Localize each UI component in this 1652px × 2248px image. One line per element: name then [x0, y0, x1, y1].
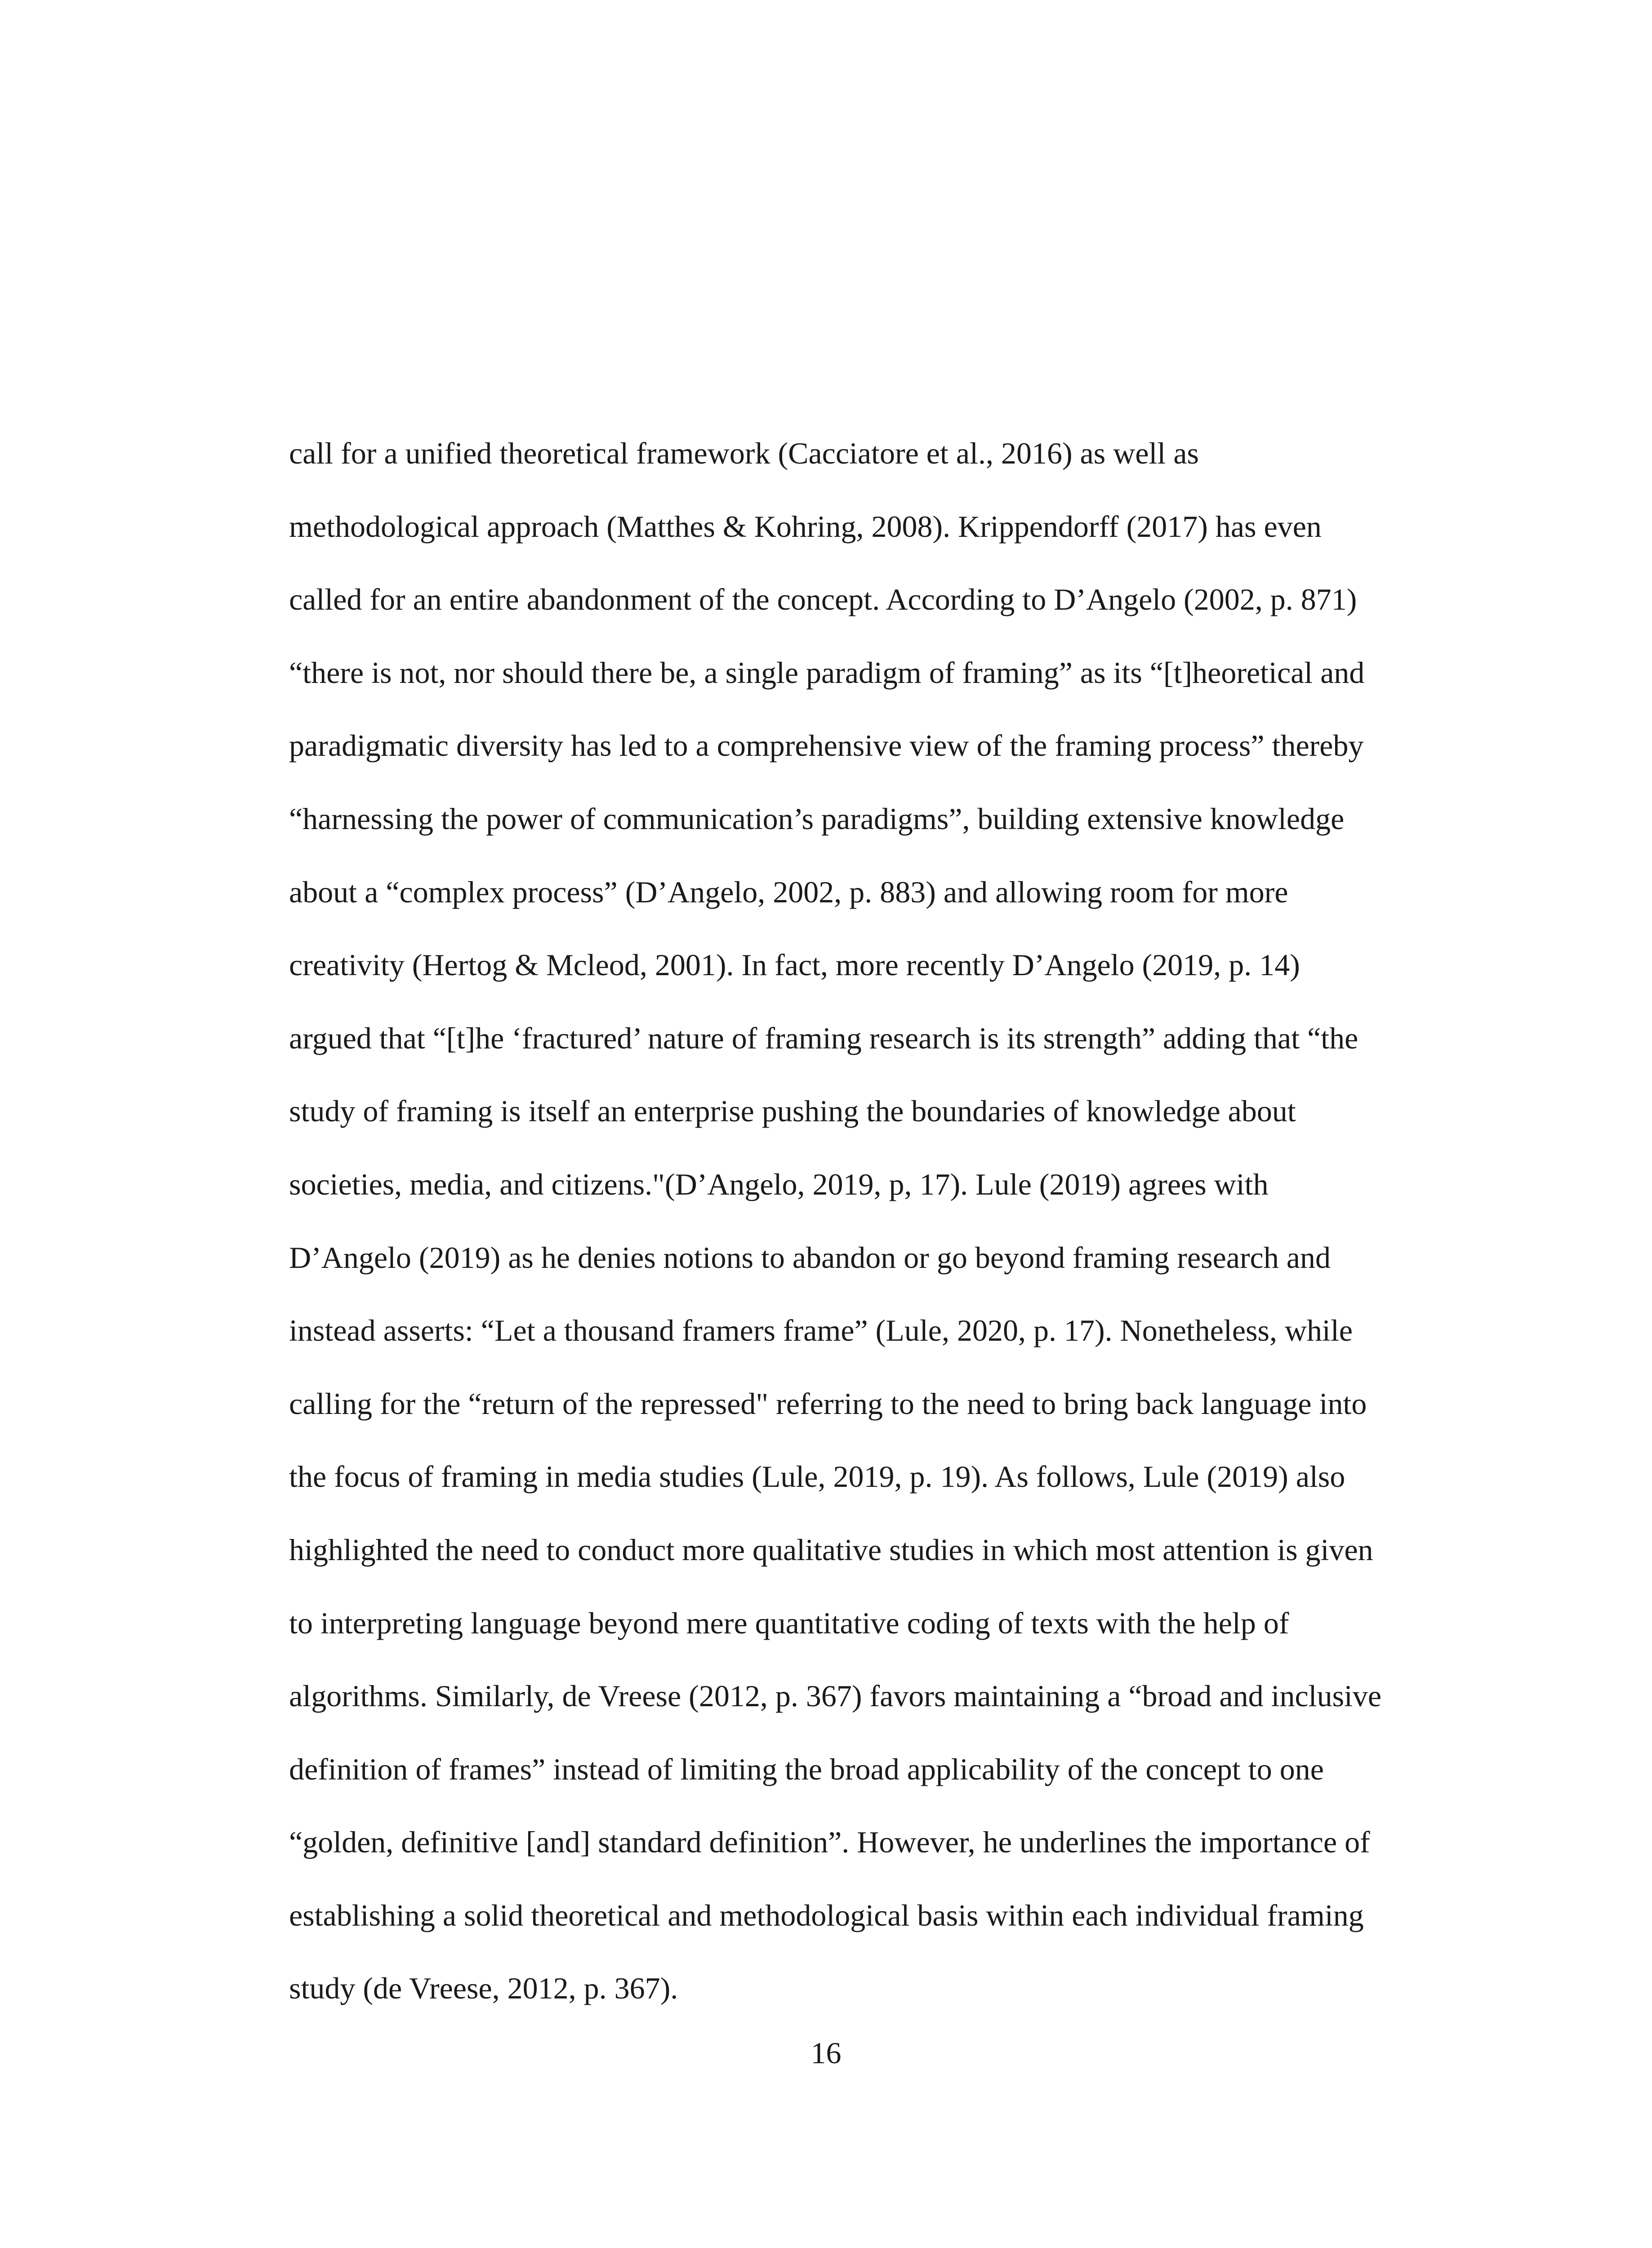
text-line: creativity (Hertog & Mcleod, 2001). In fact, more recently D’Angelo (2019, p. 14)	[289, 948, 1300, 982]
text-line: “golden, definitive [and] standard definition”. However, he underlines the importance of	[289, 1825, 1370, 1860]
text-line: argued that “[t]he ‘fractured’ nature of framing research is its strength” adding that “the	[289, 1021, 1358, 1055]
text-line: highlighted the need to conduct more qualitative studies in which most attention is given	[289, 1532, 1373, 1567]
page-number: 16	[810, 2036, 842, 2070]
text-line: call for a unified theoretical framework (Cacciatore et al., 2016) as well as	[289, 436, 1199, 470]
text-line: called for an entire abandonment of the concept. According to D’Angelo (2002, p. 871)	[289, 582, 1357, 617]
text-line: paradigmatic diversity has led to a comprehensive view of the framing process” thereby	[289, 728, 1364, 763]
text-line: “there is not, nor should there be, a single paradigm of framing” as its “[t]heoretical and	[289, 655, 1365, 690]
text-line: definition of frames” instead of limiting the broad applicability of the concept to one	[289, 1752, 1324, 1786]
text-line: instead asserts: “Let a thousand framers frame” (Lule, 2020, p. 17). Nonetheless, while	[289, 1313, 1353, 1348]
text-line: establishing a solid theoretical and methodological basis within each individual framing	[289, 1898, 1364, 1932]
text-line: methodological approach (Matthes & Kohring, 2008). Krippendorff (2017) has even	[289, 509, 1322, 544]
text-line: calling for the “return of the repressed" referring to the need to bring back language into	[289, 1386, 1367, 1421]
text-line: “harnessing the power of communication’s paradigms”, building extensive knowledge	[289, 801, 1345, 836]
text-line: study of framing is itself an enterprise pushing the boundaries of knowledge about	[289, 1094, 1296, 1128]
text-line: algorithms. Similarly, de Vreese (2012, p. 367) favors maintaining a “broad and inclusive	[289, 1679, 1382, 1713]
text-line: about a “complex process” (D’Angelo, 2002, p. 883) and allowing room for more	[289, 874, 1288, 909]
text-line: societies, media, and citizens."(D’Angelo, 2019, p, 17). Lule (2019) agrees with	[289, 1167, 1269, 1201]
text-line: study (de Vreese, 2012, p. 367).	[289, 1971, 678, 2006]
text-line: to interpreting language beyond mere quantitative coding of texts with the help of	[289, 1606, 1289, 1640]
text-line: D’Angelo (2019) as he denies notions to abandon or go beyond framing research and	[289, 1240, 1331, 1275]
body-paragraph	[289, 435, 1458, 2043]
text-line: the focus of framing in media studies (Lule, 2019, p. 19). As follows, Lule (2019) also	[289, 1459, 1345, 1494]
